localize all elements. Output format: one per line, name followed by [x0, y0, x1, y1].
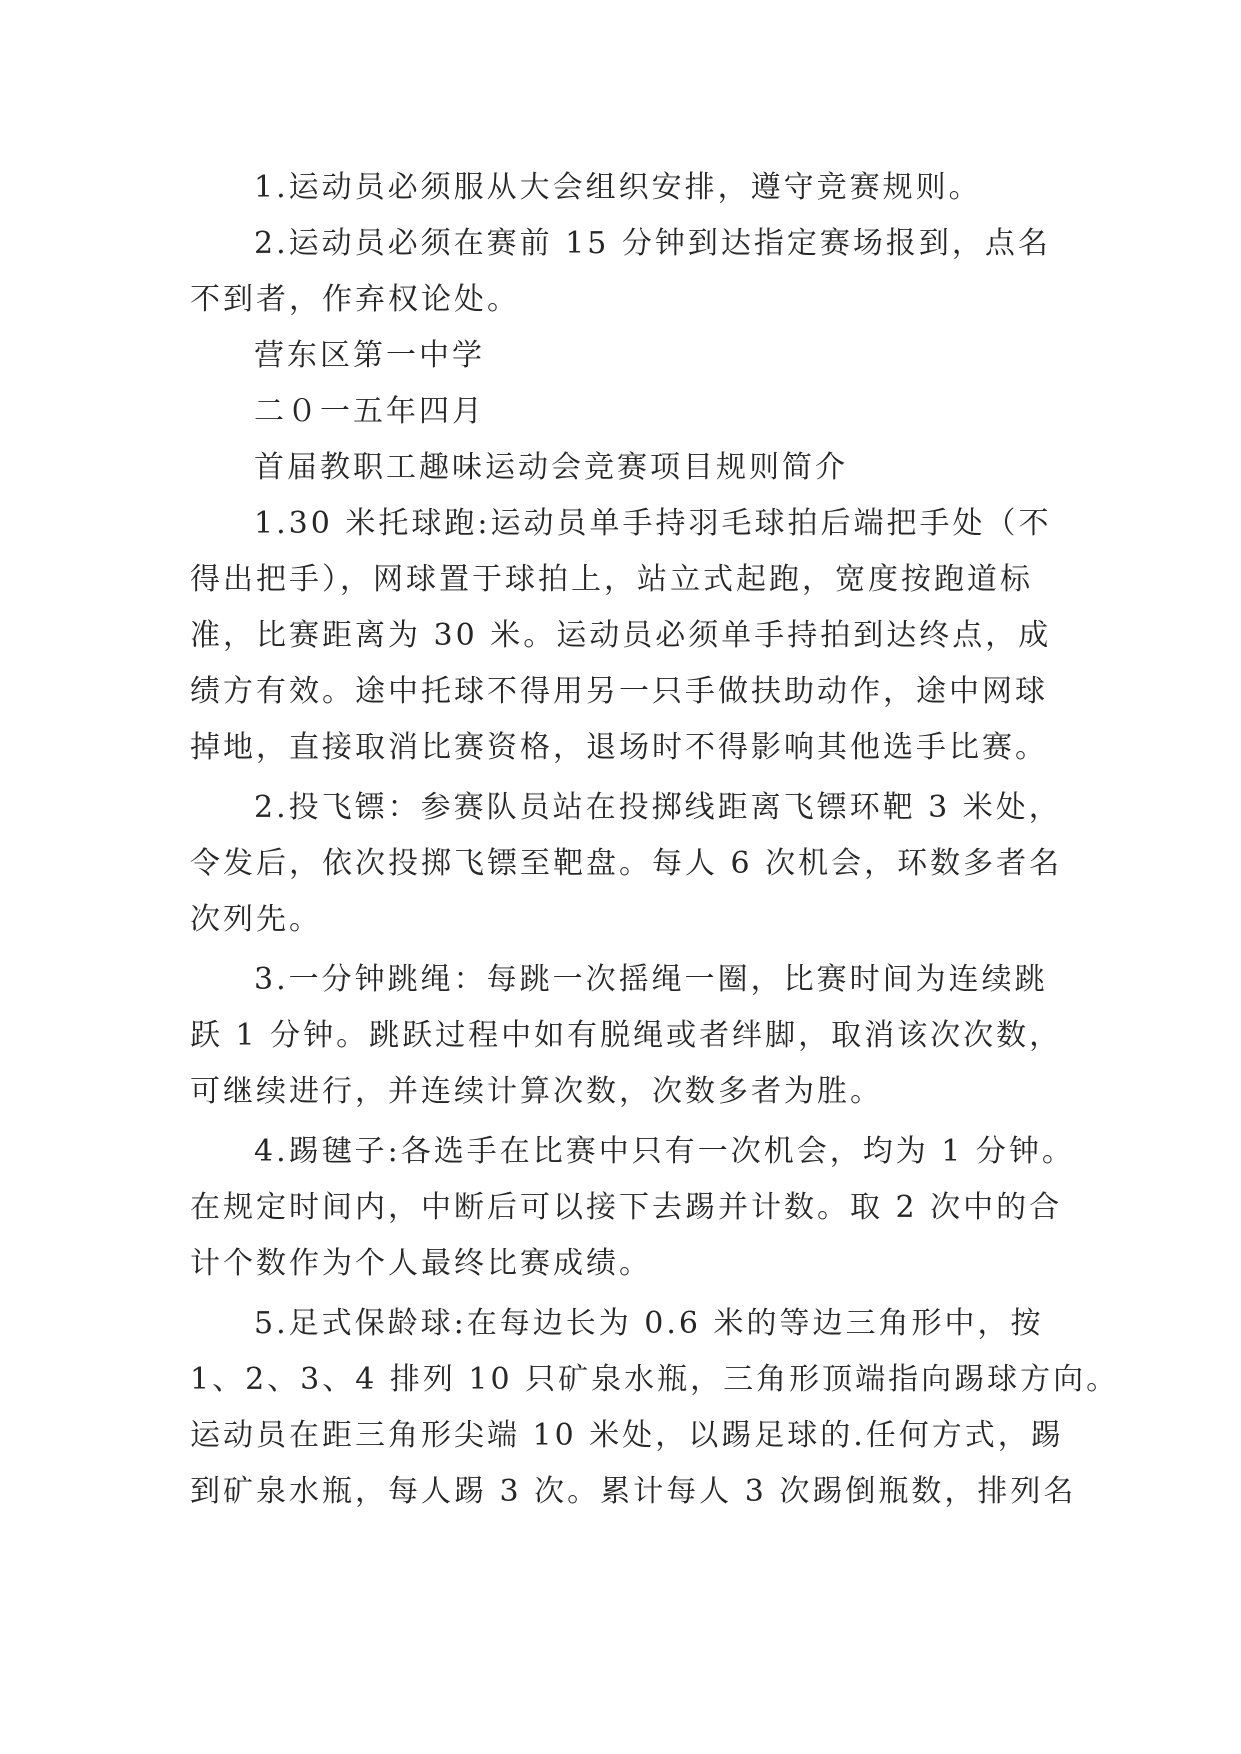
text-line: 绩方有效。途中托球不得用另一只手做扶助动作，途中网球 — [190, 674, 1048, 709]
text-line: 令发后，依次投掷飞镖至靶盘。每人 6 次机会，环数多者名 — [190, 846, 1063, 881]
text-line: 1.30 米托球跑:运动员单手持羽毛球拍后端把手处（不 — [254, 506, 1052, 541]
text-line: 得出把手），网球置于球拍上，站立式起跑，宽度按跑道标 — [190, 562, 1033, 597]
text-line: 可继续进行，并连续计算次数，次数多者为胜。 — [190, 1074, 883, 1109]
text-line: 二０一五年四月 — [254, 394, 485, 429]
text-line: 2.运动员必须在赛前 15 分钟到达指定赛场报到，点名 — [254, 226, 1051, 261]
text-line: 5.足式保龄球:在每边长为 0.6 米的等边三角形中，按 — [254, 1306, 1044, 1341]
text-line: 跃 1 分钟。跳跃过程中如有脱绳或者绊脚，取消该次次数， — [190, 1018, 1063, 1053]
document-body — [190, 160, 1120, 1520]
document-date — [190, 384, 1050, 440]
event-rule-darts — [190, 780, 1063, 952]
event-rule-jump-rope — [190, 952, 1063, 1124]
event-rule-foot-bowling — [190, 1296, 1120, 1520]
rule-general-1 — [190, 160, 1050, 216]
text-line: 计个数作为个人最终比赛成绩。 — [190, 1246, 652, 1281]
text-line: 3.一分钟跳绳：每跳一次摇绳一圈，比赛时间为连续跳 — [254, 962, 1048, 997]
text-line: 次列先。 — [190, 902, 322, 937]
text-line: 1、2、3、4 排列 10 只矿泉水瓶，三角形顶端指向踢球方向。 — [190, 1362, 1120, 1397]
text-line: 不到者，作弃权论处。 — [190, 282, 520, 317]
text-line: 在规定时间内，中断后可以接下去踢并计数。取 2 次中的合 — [190, 1190, 1063, 1225]
school-name — [190, 328, 1050, 384]
rule-general-2 — [190, 216, 1050, 328]
text-line: 首届教职工趣味运动会竞赛项目规则简介 — [254, 450, 848, 485]
event-rule-shuttlecock — [190, 1124, 1075, 1296]
text-line: 营东区第一中学 — [254, 338, 485, 373]
text-line: 运动员在距三角形尖端 10 米处，以踢足球的.任何方式，踢 — [190, 1418, 1064, 1453]
text-line: 到矿泉水瓶，每人踢 3 次。累计每人 3 次踢倒瓶数，排列名 — [190, 1474, 1077, 1509]
text-line: 准，比赛距离为 30 米。运动员必须单手持拍到达终点，成 — [190, 618, 1052, 653]
section-title — [190, 440, 1050, 496]
text-line: 掉地，直接取消比赛资格，退场时不得影响其他选手比赛。 — [190, 730, 1048, 765]
text-line: 1.运动员必须服从大会组织安排，遵守竞赛规则。 — [254, 170, 982, 205]
event-rule-ball-run — [190, 496, 1050, 780]
text-line: 4.踢毽子:各选手在比赛中只有一次机会，均为 1 分钟。 — [254, 1134, 1075, 1169]
text-line: 2.投飞镖：参赛队员站在投掷线距离飞镖环靶 3 米处， — [254, 790, 1062, 825]
